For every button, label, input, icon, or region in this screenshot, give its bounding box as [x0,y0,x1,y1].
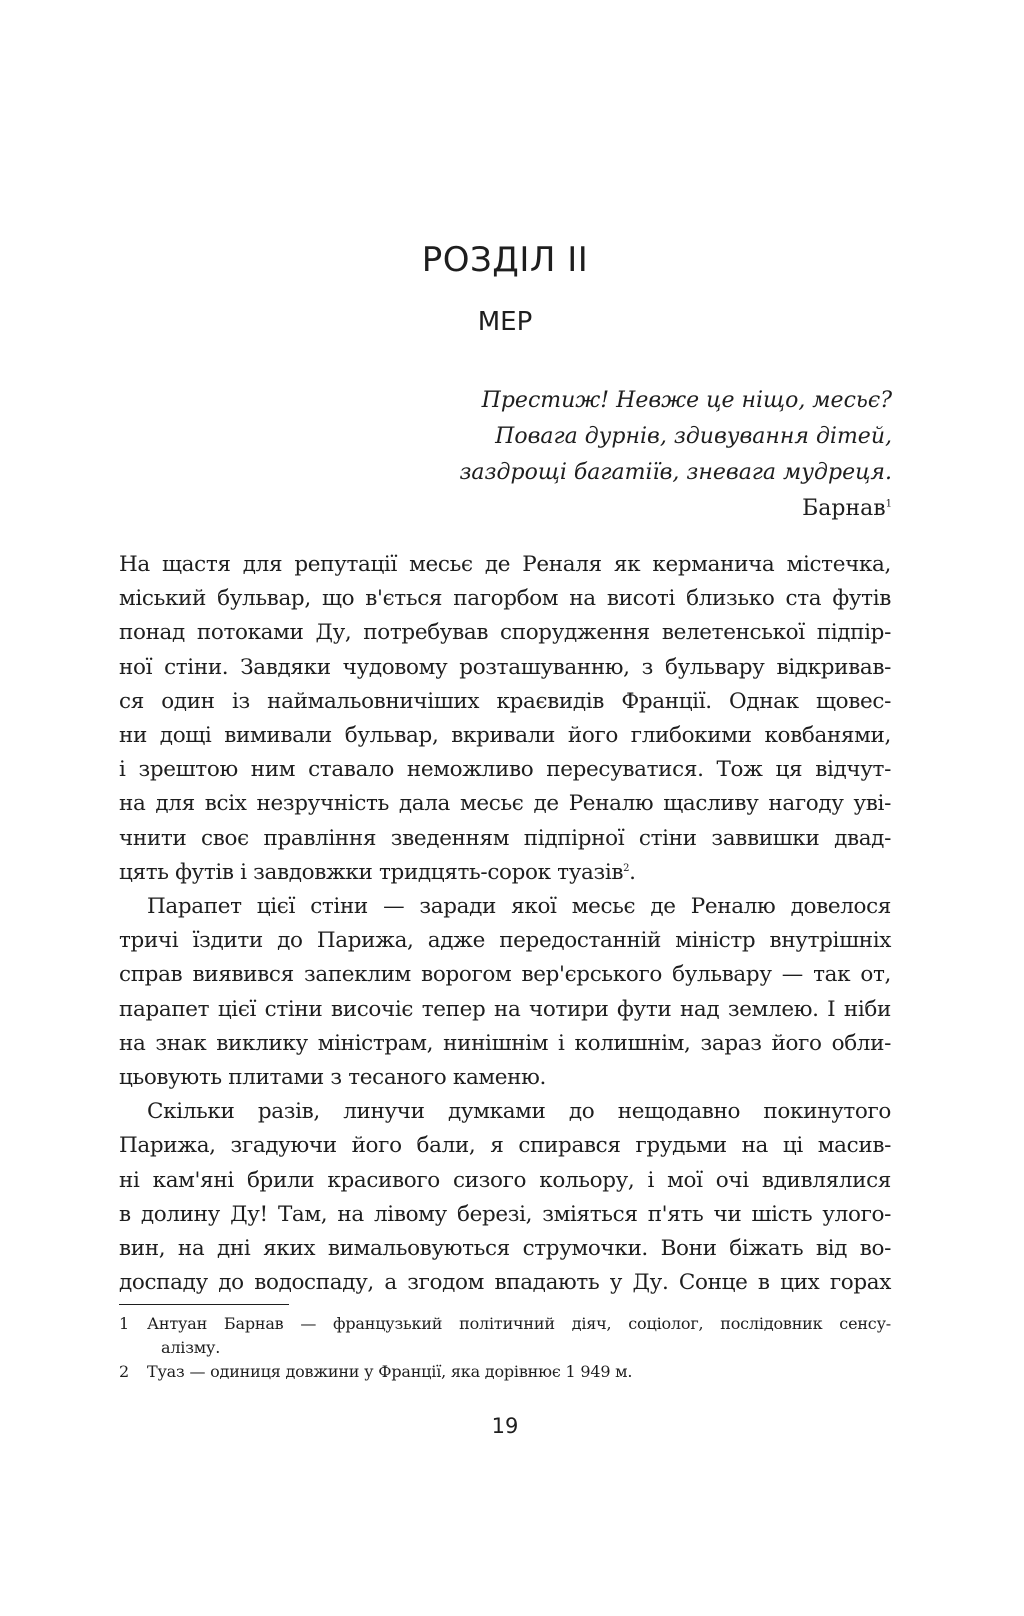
footnote-text: алізму. [161,1338,221,1357]
footnote-number: 2 [119,1362,129,1381]
text-fragment: . [629,859,636,885]
footnote-divider [119,1304,289,1305]
paragraph-1 [119,548,891,890]
page-number: 19 [491,1414,519,1438]
text-line: тричі їздити до Парижа, адже передостанній міністр внутрішніх [119,928,891,954]
text-line: цьовують плитами з тесаного каменю. [119,1065,546,1091]
footnote-line [119,1312,891,1336]
text-line: вин, на дні яких вимальовуються струмочки. Вони біжать від во- [119,1236,891,1262]
footnote-number: 1 [119,1314,129,1333]
text-line: парапет цієї стіни височіє тепер на чотири фути над землею. І ніби [119,996,891,1022]
text-line: чнити своє правління зведенням підпірної стіни заввишки двад- [119,825,891,851]
chapter-subtitle: МЕР [477,307,533,337]
body-text [119,548,891,1300]
text-line: ні кам'яні брили красивого сизого кольору, і мої очі вдивлялися [119,1167,891,1193]
text-line: і зрештою ним ставало неможливо пересуватися. Тож ця відчут- [119,757,891,783]
text-line: справ виявився запеклим ворогом вер'єрського бульвару — так от, [119,962,891,988]
text-line: доспаду до водоспаду, а згодом впадають у Ду. Сонце в цих горах [119,1270,891,1296]
text-line: ся один із наймальовничіших краєвидів Франції. Однак щовес- [119,688,891,714]
footnote-1 [119,1312,891,1360]
footnote-text: Антуан Барнав — французький політичний діяч, соціолог, послідовник сенсу- [147,1314,891,1333]
epigraph-author [332,491,892,527]
footnote-ref-1: 1 [885,498,892,510]
text-line [119,856,891,890]
text-line: ни дощі вимивали бульвар, вкривали його глибокими ковбанями, [119,723,891,749]
epigraph [332,383,892,527]
epigraph-line: Престиж! Невже це ніщо, месьє? [481,388,892,413]
epigraph-author-name: Барнав [802,496,886,521]
text-line: на знак виклику міністрам, нинішнім і колишнім, зараз його обли- [119,1030,891,1056]
footnote-text: Туаз — одиниця довжини у Франції, яка дорівнює 1 949 м. [147,1362,633,1381]
paragraph-2 [119,890,891,1095]
text-line: Парижа, згадуючи його бали, я спирався грудьми на ці масив- [119,1133,891,1159]
text-line: Скільки разів, линучи думками до нещодавно покинутого [147,1099,891,1125]
text-fragment: цять футів і завдовжки тридцять-сорок туазів [119,859,624,885]
text-line: міський бульвар, що в'ється пагорбом на висоті близько ста футів [119,586,891,612]
text-line: в долину Ду! Там, на лівому березі, зміяться п'ять чи шість улого- [119,1201,891,1227]
footnotes [119,1312,891,1384]
text-line: ної стіни. Завдяки чудовому розташуванню, з бульвару відкривав- [119,654,891,680]
text-line: на для всіх незручність дала месьє де Реналю щасливу нагоду уві- [119,791,891,817]
epigraph-line: заздрощі багатіїв, зневага мудреця. [459,460,892,485]
footnote-2 [119,1360,891,1384]
text-line: понад потоками Ду, потребував спорудження велетенської підпір- [119,620,891,646]
footnote-line [119,1360,891,1384]
chapter-title: РОЗДІЛ ІІ [421,240,589,280]
paragraph-3 [119,1095,891,1300]
text-line: На щастя для репутації месьє де Реналя як керманича містечка, [119,552,891,577]
footnote-ref-2: 2 [623,862,630,874]
epigraph-line: Повага дурнів, здивування дітей, [495,424,892,449]
text-line: Парапет цієї стіни — заради якої месьє де Реналю довелося [147,894,891,920]
